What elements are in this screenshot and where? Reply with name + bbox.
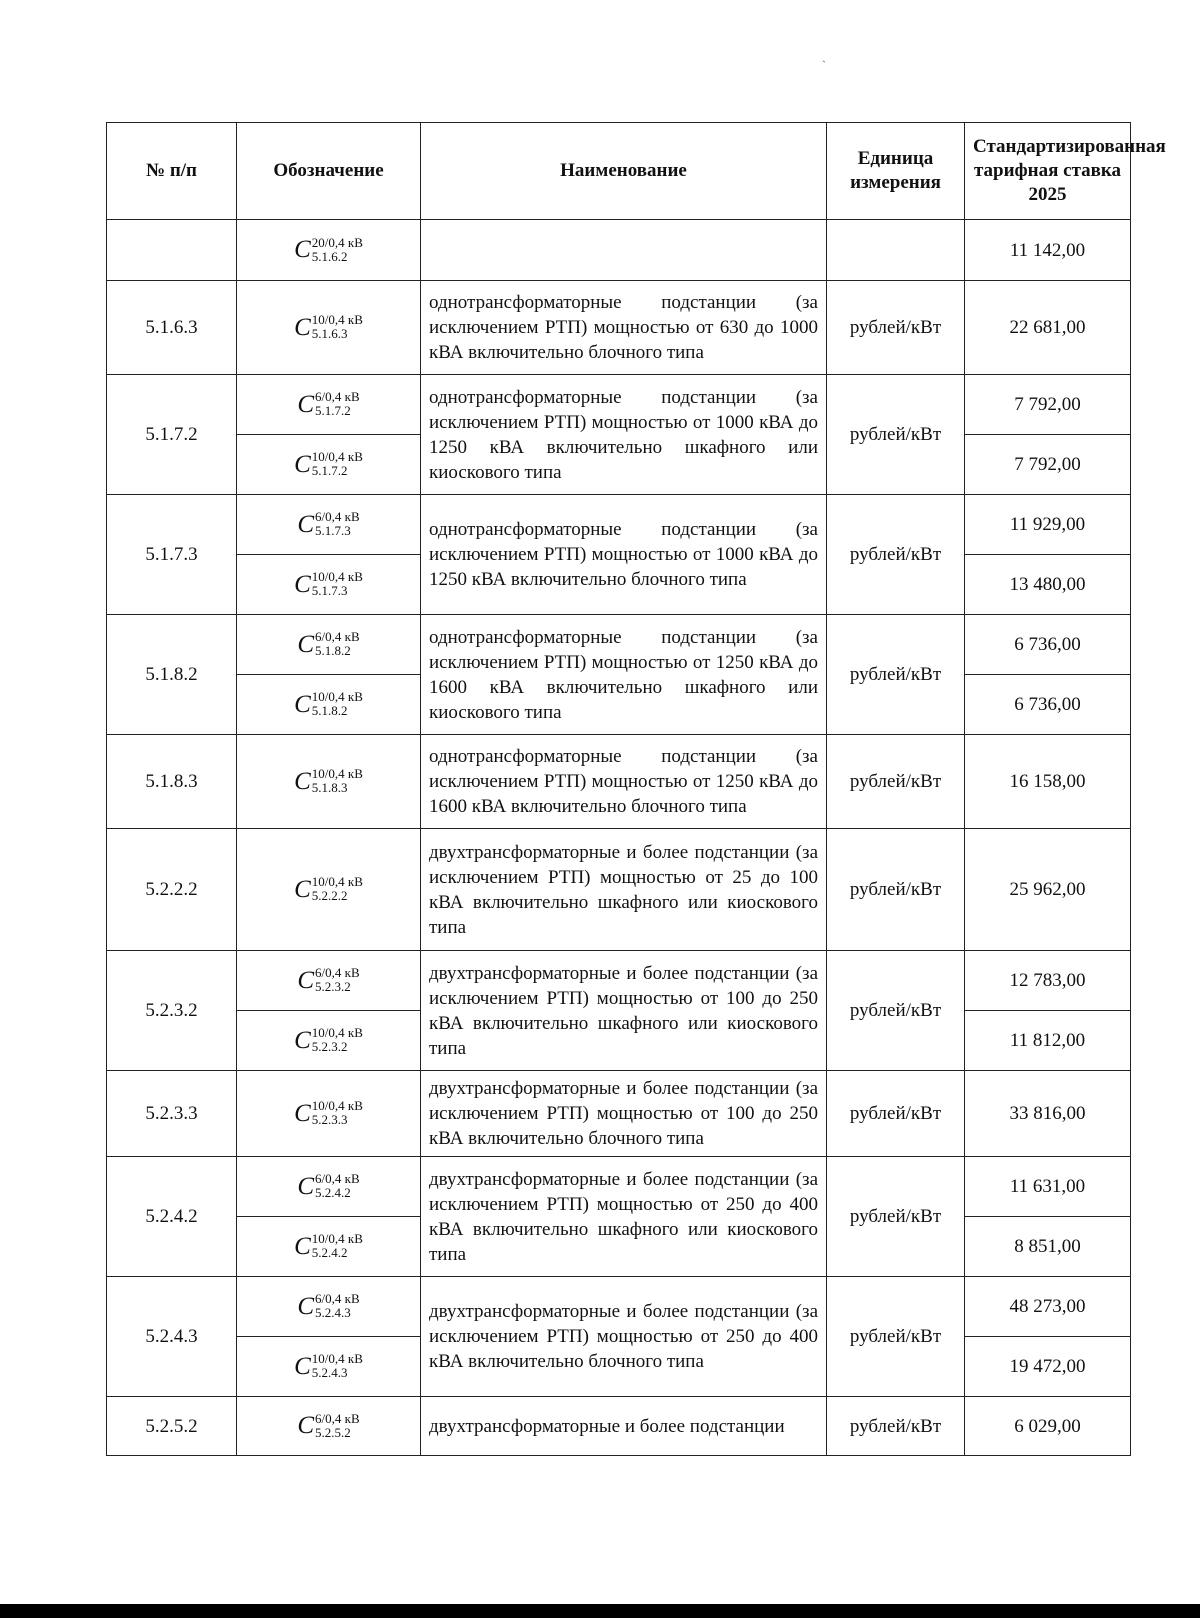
- rate-symbol: [297, 1172, 359, 1200]
- item-description: двухтрансформаторные и более подстанции (за исключением РТП) мощностью от 250 до 400 кВА включительно шкафного или киоскового типа: [421, 1157, 827, 1277]
- item-number: 5.2.4.3: [107, 1277, 237, 1397]
- designation-cell: [237, 495, 421, 555]
- tariff-rate: 11 812,00: [965, 1011, 1131, 1071]
- unit-of-measure: рублей/кВт: [827, 829, 965, 951]
- rate-symbol-letter: C: [294, 1232, 311, 1260]
- table-row: [107, 735, 1131, 829]
- tariff-rate: 22 681,00: [965, 281, 1131, 375]
- rate-symbol: [294, 1352, 363, 1380]
- item-description: двухтрансформаторные и более подстанции (за исключением РТП) мощностью от 25 до 100 кВА включительно шкафного или киоскового типа: [421, 829, 827, 951]
- item-number: 5.2.3.3: [107, 1071, 237, 1157]
- designation-cell: [237, 1397, 421, 1456]
- rate-symbol-letter: C: [297, 510, 315, 538]
- table-row: [107, 1071, 1131, 1157]
- header-num: № п/п: [107, 123, 237, 220]
- code-subscript: 5.1.8.2: [315, 643, 351, 659]
- designation-cell: [237, 1337, 421, 1397]
- designation-cell: [237, 675, 421, 735]
- table-row: [107, 615, 1131, 675]
- tariff-rate: 6 736,00: [965, 615, 1131, 675]
- voltage-superscript: 20/0,4 кВ: [311, 234, 363, 250]
- tariff-rate: 6 736,00: [965, 675, 1131, 735]
- rate-symbol: [294, 875, 363, 903]
- voltage-superscript: 6/0,4 кВ: [315, 965, 360, 981]
- code-subscript: 5.1.7.3: [311, 583, 348, 599]
- voltage-superscript: 10/0,4 кВ: [311, 1351, 363, 1367]
- voltage-superscript: 6/0,4 кВ: [315, 629, 360, 645]
- designation-cell: [237, 220, 421, 281]
- tariff-rate: 19 472,00: [965, 1337, 1131, 1397]
- rate-symbol-letter: C: [297, 630, 315, 658]
- tariff-rate: 33 816,00: [965, 1071, 1131, 1157]
- unit-of-measure: рублей/кВт: [827, 615, 965, 735]
- item-number: 5.1.7.3: [107, 495, 237, 615]
- designation-cell: [237, 281, 421, 375]
- designation-cell: [237, 1277, 421, 1337]
- item-number: 5.2.2.2: [107, 829, 237, 951]
- item-number: 5.1.6.3: [107, 281, 237, 375]
- rate-symbol-letter: C: [294, 570, 311, 598]
- rate-symbol: [297, 510, 359, 538]
- scan-bottom-edge: [0, 1604, 1200, 1618]
- tariff-rate: 13 480,00: [965, 555, 1131, 615]
- rate-symbol-letter: C: [294, 1026, 311, 1054]
- table-row: [107, 1157, 1131, 1217]
- item-description: двухтрансформаторные и более подстанции (за исключением РТП) мощностью от 250 до 400 кВА включительно блочного типа: [421, 1277, 827, 1397]
- header-name: Наименование: [421, 123, 827, 220]
- code-subscript: 5.2.4.3: [311, 1365, 348, 1381]
- voltage-superscript: 6/0,4 кВ: [315, 1171, 360, 1187]
- code-subscript: 5.1.6.3: [311, 326, 348, 342]
- rate-symbol: [294, 313, 363, 341]
- code-subscript: 5.2.2.2: [311, 888, 348, 904]
- item-description: однотрансформаторные подстанции (за исключением РТП) мощностью от 1250 кВА до 1600 кВА включительно блочного типа: [421, 735, 827, 829]
- table-row: [107, 1277, 1131, 1337]
- code-subscript: 5.2.5.2: [315, 1424, 351, 1440]
- item-description: двухтрансформаторные и более подстанции (за исключением РТП) мощностью от 100 до 250 кВА включительно шкафного или киоскового типа: [421, 951, 827, 1071]
- voltage-superscript: 6/0,4 кВ: [315, 1291, 360, 1307]
- voltage-superscript: 10/0,4 кВ: [311, 689, 363, 705]
- code-subscript: 5.2.3.2: [315, 979, 351, 995]
- rate-symbol: [294, 1099, 363, 1127]
- designation-cell: [237, 1071, 421, 1157]
- tariff-rate: 11 929,00: [965, 495, 1131, 555]
- item-number: 5.2.3.2: [107, 951, 237, 1071]
- item-description: двухтрансформаторные и более подстанции (за исключением РТП) мощностью от 100 до 250 кВА включительно блочного типа: [421, 1071, 827, 1157]
- unit-of-measure: [827, 220, 965, 281]
- designation-cell: [237, 435, 421, 495]
- voltage-superscript: 10/0,4 кВ: [311, 312, 363, 328]
- tariff-table: [106, 122, 1166, 1456]
- unit-of-measure: рублей/кВт: [827, 281, 965, 375]
- voltage-superscript: 6/0,4 кВ: [315, 389, 360, 405]
- item-description: однотрансформаторные подстанции (за исключением РТП) мощностью от 1000 кВА до 1250 кВА включительно блочного типа: [421, 495, 827, 615]
- item-description: однотрансформаторные подстанции (за исключением РТП) мощностью от 630 до 1000 кВА включительно блочного типа: [421, 281, 827, 375]
- tariff-rate: 48 273,00: [965, 1277, 1131, 1337]
- rate-symbol: [294, 236, 363, 264]
- code-subscript: 5.1.7.3: [315, 523, 351, 539]
- item-number: 5.1.8.2: [107, 615, 237, 735]
- table-row: [107, 829, 1131, 951]
- code-subscript: 5.2.3.3: [311, 1112, 348, 1128]
- item-number: 5.1.7.2: [107, 375, 237, 495]
- tariff-rate: 8 851,00: [965, 1217, 1131, 1277]
- unit-of-measure: рублей/кВт: [827, 1277, 965, 1397]
- item-number: 5.2.4.2: [107, 1157, 237, 1277]
- header-code: Обозначение: [237, 123, 421, 220]
- rate-symbol-letter: C: [294, 313, 311, 341]
- rate-symbol-letter: C: [294, 236, 311, 264]
- header-rate: Стандартизированная тарифная ставка 2025: [965, 123, 1131, 220]
- designation-cell: [237, 735, 421, 829]
- designation-cell: [237, 829, 421, 951]
- tariff-rate: 12 783,00: [965, 951, 1131, 1011]
- unit-of-measure: рублей/кВт: [827, 1397, 965, 1456]
- unit-of-measure: рублей/кВт: [827, 735, 965, 829]
- designation-cell: [237, 615, 421, 675]
- tariff-rate: 16 158,00: [965, 735, 1131, 829]
- code-subscript: 5.2.4.2: [315, 1185, 351, 1201]
- item-description: однотрансформаторные подстанции (за исключением РТП) мощностью от 1250 кВА до 1600 кВА включительно шкафного или киоскового типа: [421, 615, 827, 735]
- rate-symbol: [297, 1412, 359, 1440]
- item-description: однотрансформаторные подстанции (за исключением РТП) мощностью от 1000 кВА до 1250 кВА включительно шкафного или киоскового типа: [421, 375, 827, 495]
- voltage-superscript: 10/0,4 кВ: [311, 569, 363, 585]
- unit-of-measure: рублей/кВт: [827, 375, 965, 495]
- tariff-rate: 25 962,00: [965, 829, 1131, 951]
- table-row: [107, 220, 1131, 281]
- rate-symbol-letter: C: [294, 875, 311, 903]
- rate-symbol: [294, 570, 363, 598]
- rate-symbol: [297, 1292, 359, 1320]
- unit-of-measure: рублей/кВт: [827, 495, 965, 615]
- designation-cell: [237, 555, 421, 615]
- code-subscript: 5.1.8.3: [311, 780, 348, 796]
- voltage-superscript: 10/0,4 кВ: [311, 766, 363, 782]
- tariff-rate: 11 631,00: [965, 1157, 1131, 1217]
- code-subscript: 5.2.3.2: [311, 1039, 348, 1055]
- table-row: [107, 951, 1131, 1011]
- designation-cell: [237, 1217, 421, 1277]
- header-row: [107, 123, 1131, 220]
- unit-of-measure: рублей/кВт: [827, 951, 965, 1071]
- rate-symbol: [294, 450, 363, 478]
- code-subscript: 5.1.8.2: [311, 703, 348, 719]
- voltage-superscript: 10/0,4 кВ: [311, 1098, 363, 1114]
- unit-of-measure: рублей/кВт: [827, 1071, 965, 1157]
- voltage-superscript: 10/0,4 кВ: [311, 874, 363, 890]
- tariff-rate: 6 029,00: [965, 1397, 1131, 1456]
- table-body: [107, 220, 1131, 1456]
- tariff-rate: 7 792,00: [965, 375, 1131, 435]
- rate-symbol-letter: C: [297, 1172, 315, 1200]
- rate-symbol-letter: C: [297, 1292, 315, 1320]
- rate-symbol: [297, 966, 359, 994]
- rate-symbol-letter: C: [294, 1099, 311, 1127]
- rate-symbol: [297, 390, 359, 418]
- item-description: двухтрансформаторные и более подстанции: [421, 1397, 827, 1456]
- rate-symbol-letter: C: [294, 767, 311, 795]
- unit-of-measure: рублей/кВт: [827, 1157, 965, 1277]
- table-row: [107, 495, 1131, 555]
- voltage-superscript: 10/0,4 кВ: [311, 1025, 363, 1041]
- table-row: [107, 375, 1131, 435]
- rate-symbol-letter: C: [297, 1412, 315, 1440]
- rate-symbol-letter: C: [297, 966, 315, 994]
- scan-speck: `: [822, 58, 826, 72]
- voltage-superscript: 6/0,4 кВ: [315, 509, 360, 525]
- table-row: [107, 1397, 1131, 1456]
- rate-symbol-letter: C: [294, 1352, 311, 1380]
- voltage-superscript: 10/0,4 кВ: [311, 449, 363, 465]
- tariff-rate: 7 792,00: [965, 435, 1131, 495]
- designation-cell: [237, 1011, 421, 1071]
- voltage-superscript: 6/0,4 кВ: [315, 1410, 360, 1426]
- designation-cell: [237, 1157, 421, 1217]
- designation-cell: [237, 951, 421, 1011]
- rate-symbol: [294, 690, 363, 718]
- code-subscript: 5.1.7.2: [315, 403, 351, 419]
- code-subscript: 5.1.6.2: [311, 248, 348, 264]
- code-subscript: 5.2.4.3: [315, 1305, 351, 1321]
- rate-symbol-letter: C: [294, 690, 311, 718]
- tariff-rate: 11 142,00: [965, 220, 1131, 281]
- rate-symbol: [294, 1232, 363, 1260]
- rate-symbol-letter: C: [297, 390, 315, 418]
- rate-symbol-letter: C: [294, 450, 311, 478]
- rate-symbol: [294, 767, 363, 795]
- rate-symbol: [294, 1026, 363, 1054]
- code-subscript: 5.2.4.2: [311, 1245, 348, 1261]
- voltage-superscript: 10/0,4 кВ: [311, 1231, 363, 1247]
- header-unit: Единица измерения: [827, 123, 965, 220]
- item-number: 5.1.8.3: [107, 735, 237, 829]
- rate-symbol: [297, 630, 359, 658]
- code-subscript: 5.1.7.2: [311, 463, 348, 479]
- designation-cell: [237, 375, 421, 435]
- item-number: [107, 220, 237, 281]
- table-row: [107, 281, 1131, 375]
- item-description: [421, 220, 827, 281]
- item-number: 5.2.5.2: [107, 1397, 237, 1456]
